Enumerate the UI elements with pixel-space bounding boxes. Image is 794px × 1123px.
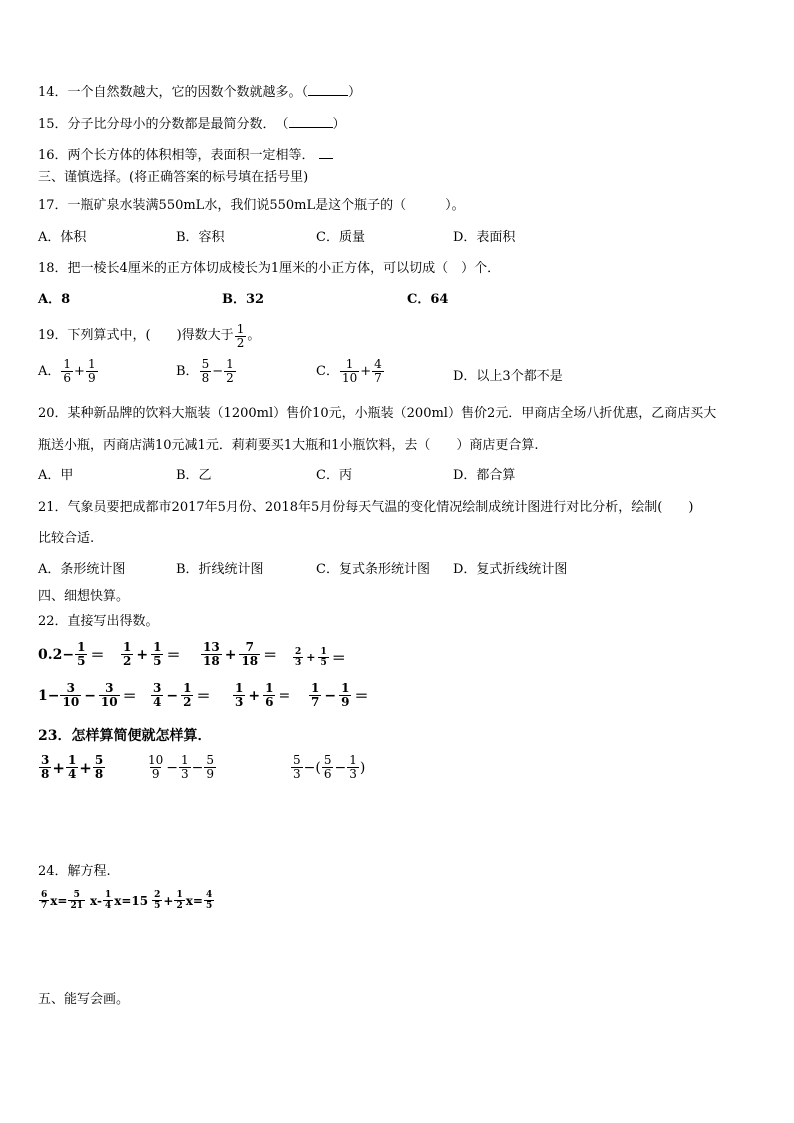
option-d[interactable]: D．表面积	[453, 230, 516, 245]
fraction: $\frac{7}{18}$	[241, 640, 259, 668]
answer-blank[interactable]	[319, 147, 333, 159]
fraction: $\frac{5}{3}$	[293, 753, 301, 781]
question-20-line-1: 20．某种新品牌的饮料大瓶装（1200ml）售价10元，小瓶装（200ml）售价2元．甲商店全场八折优惠，乙商店买大	[38, 406, 717, 421]
fraction: $\frac{1}{9}$	[341, 681, 350, 709]
question-text: 16．两个长方体的体积相等，表面积一定相等．	[38, 148, 315, 163]
fraction: $\frac{3}{8}$	[41, 753, 50, 781]
fraction: $\frac{1}{2}$	[123, 640, 132, 668]
fraction: $\frac{1}{7}$	[311, 681, 320, 709]
fraction: $\frac{5}{21}$	[70, 890, 84, 911]
fraction: $\frac{1}{5}$	[320, 647, 327, 668]
fraction: $\frac{3}{10}$	[100, 681, 118, 709]
fraction: $\frac{1}{4}$	[104, 890, 112, 911]
expression: $\frac{3}{4}$ − $\frac{1}{2}$ ＝	[153, 681, 211, 709]
expression: $\frac{5}{3}$ −( $\frac{5}{6}$ − $\frac{1}{3}$ )	[293, 753, 366, 781]
option-d[interactable]: D．以上3个都不是	[453, 369, 563, 384]
question-16	[38, 147, 333, 164]
question-23-title: 23．怎样算简便就怎样算．	[38, 728, 212, 744]
answer-blank[interactable]	[308, 84, 348, 96]
fraction: $\frac{4}{7}$	[374, 357, 382, 385]
question-18: 18．把一棱长4厘米的正方体切成棱长为1厘米的小正方体，可以切成（ ）个．	[38, 261, 501, 276]
question-21-line-1: 21．气象员要把成都市2017年5月份、2018年5月份每天气温的变化情况绘制成统计图进行对比分析，绘制( )	[38, 500, 694, 515]
section-3-heading: 三、谨慎选择。(将正确答案的标号填在括号里)	[38, 170, 309, 185]
option-b[interactable]: B． $\frac{5}{8}$ − $\frac{1}{2}$	[176, 357, 234, 385]
option-d[interactable]: D．复式折线统计图	[453, 562, 568, 577]
fraction: $\frac{1}{2}$	[236, 321, 245, 350]
question-24-title: 24．解方程.	[38, 864, 111, 879]
fraction: $\frac{1}{9}$	[87, 357, 96, 385]
fraction: $\frac{1}{3}$	[349, 753, 357, 781]
expression: $\frac{1}{3}$ + $\frac{1}{6}$ =	[235, 681, 291, 709]
fraction: $\frac{2}{3}$	[295, 647, 302, 668]
fraction: $\frac{1}{6}$	[63, 357, 72, 385]
fraction: $\frac{1}{3}$	[181, 753, 189, 781]
fraction: $\frac{5}{6}$	[323, 753, 332, 781]
answer-blank[interactable]	[289, 116, 333, 128]
fraction: $\frac{1}{2}$	[226, 357, 234, 385]
section-4-heading: 四、细想快算。	[38, 589, 130, 604]
expression: $\frac{1}{2}$ + $\frac{1}{5}$ ＝	[123, 640, 181, 668]
option-a[interactable]: A．条形统计图	[38, 562, 126, 577]
fraction: $\frac{1}{10}$	[341, 357, 358, 385]
question-14: 14．一个自然数越大，它的因数个数就越多。（ ）	[38, 85, 362, 100]
equations: $\frac{6}{7}$ x= $\frac{5}{21}$ x- $\frac{1}{4}$ x=15 $\frac{2}{5}$ + $\frac{1}{2}$ x= $\frac{4}{5}$	[41, 890, 213, 911]
option-c[interactable]: C． $\frac{1}{10}$ + $\frac{4}{7}$	[316, 357, 382, 385]
question-21-line-2: 比较合适.	[38, 531, 95, 546]
fraction: $\frac{4}{5}$	[205, 890, 213, 911]
fraction: $\frac{1}{2}$	[183, 681, 192, 709]
fraction: $\frac{6}{7}$	[41, 890, 48, 911]
question-22-title: 22．直接写出得数。	[38, 614, 159, 629]
fraction: $\frac{1}{3}$	[235, 681, 244, 709]
expression: 1− $\frac{3}{10}$ − $\frac{3}{10}$ ＝	[38, 681, 137, 709]
fraction: $\frac{3}{4}$	[153, 681, 162, 709]
section-5-heading: 五、能写会画。	[38, 992, 130, 1007]
fraction: $\frac{5}{9}$	[206, 753, 215, 781]
fraction: $\frac{13}{18}$	[203, 640, 220, 668]
question-text: 14．一个自然数越大，它的因数个数就越多。（	[38, 85, 309, 100]
option-b[interactable]: B．容积	[176, 230, 225, 245]
option-b[interactable]: B．折线统计图	[176, 562, 264, 577]
fraction: $\frac{2}{5}$	[154, 890, 161, 911]
fraction: $\frac{1}{4}$	[67, 753, 77, 781]
fraction: $\frac{10}{9}$	[148, 753, 164, 781]
option-b[interactable]: B．32	[222, 292, 265, 307]
question-text: 15．分子比分母小的分数都是最简分数． （	[38, 117, 289, 132]
fraction: $\frac{1}{5}$	[77, 640, 86, 668]
option-a[interactable]: A．甲	[38, 468, 74, 483]
question-15: 15．分子比分母小的分数都是最简分数． （ ）	[38, 117, 346, 132]
option-c[interactable]: C．丙	[316, 468, 352, 483]
option-a[interactable]: A．体积	[38, 230, 87, 245]
fraction: $\frac{1}{2}$	[176, 890, 183, 911]
option-b[interactable]: B．乙	[176, 468, 212, 483]
fraction: $\frac{3}{10}$	[62, 681, 80, 709]
expression: $\frac{1}{7}$ − $\frac{1}{9}$ ＝	[311, 681, 369, 709]
fraction: $\frac{5}{8}$	[94, 753, 104, 781]
expression: $\frac{13}{18}$ + $\frac{7}{18}$ ＝	[203, 640, 278, 668]
fraction: $\frac{5}{8}$	[201, 357, 210, 385]
expression: $\frac{3}{8}$ + $\frac{1}{4}$ + $\frac{5}{8}$	[41, 753, 104, 781]
question-19: 19．下列算式中，( )得数大于 $\frac{1}{2}$ 。	[38, 321, 261, 350]
expression: 0.2− $\frac{1}{5}$ ＝	[38, 640, 105, 668]
option-c[interactable]: C．质量	[316, 230, 365, 245]
question-20-line-2: 瓶送小瓶，丙商店满10元减1元．莉莉要买1大瓶和1小瓶饮料，去（ ）商店更合算.	[38, 438, 539, 453]
option-a[interactable]: A． $\frac{1}{6}$ + $\frac{1}{9}$	[38, 357, 96, 385]
option-a[interactable]: A．8	[38, 292, 71, 307]
option-c[interactable]: C．64	[407, 292, 449, 307]
expression: $\frac{2}{3}$ + $\frac{1}{5}$ ＝	[295, 647, 346, 668]
expression: $\frac{10}{9}$ − $\frac{1}{3}$ − $\frac{5}{9}$	[148, 753, 215, 781]
fraction: $\frac{1}{6}$	[265, 681, 274, 709]
option-d[interactable]: D．都合算	[453, 468, 516, 483]
fraction: $\frac{1}{5}$	[153, 640, 162, 668]
option-c[interactable]: C．复式条形统计图	[316, 562, 430, 577]
question-17: 17．一瓶矿泉水装满550mL水，我们说550mL是这个瓶子的（ ）。	[38, 198, 465, 213]
